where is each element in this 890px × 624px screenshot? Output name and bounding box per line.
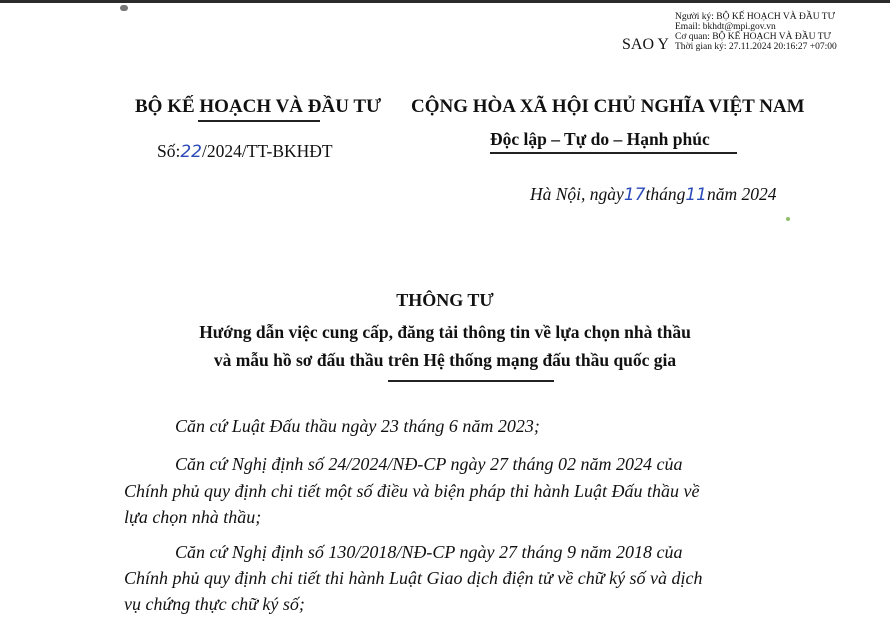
paragraph-legal-basis-3-line3: vụ chứng thực chữ ký số; [124,594,305,614]
handwritten-month: 11 [685,185,707,205]
scan-speck [786,217,790,221]
email-line: Email: bkhdt@mpi.gov.vn [675,22,776,32]
signer-line: Người ký: BỘ KẾ HOẠCH VÀ ĐẦU TƯ [675,12,835,22]
doc-number-prefix: Số: [157,141,181,161]
document-number [157,141,333,162]
digital-signature-block [675,12,880,52]
agency-line: Cơ quan: BỘ KẾ HOẠCH VÀ ĐẦU TƯ [675,32,831,42]
signing-time-line: Thời gian ký: 27.11.2024 20:16:27 +07:00 [675,42,837,52]
paragraph-legal-basis-1: Căn cứ Luật Đấu thầu ngày 23 tháng 6 năm 2023; [175,416,540,436]
paragraph-legal-basis-3-line2: Chính phủ quy định chi tiết thi hành Luật Giao dịch điện tử về chữ ký số và dịch [124,568,703,588]
paragraph-legal-basis-3-line1: Căn cứ Nghị định số 130/2018/NĐ-CP ngày 27 tháng 9 năm 2018 của [175,542,683,562]
place-date [530,184,777,205]
copy-mark: SAO Y [622,36,669,53]
issuing-agency: BỘ KẾ HOẠCH VÀ ĐẦU TƯ [135,96,382,117]
handwritten-doc-number: 22 [180,142,202,162]
date-suffix: năm 2024 [706,184,777,204]
scan-speck [120,5,128,11]
paragraph-legal-basis-2-line1: Căn cứ Nghị định số 24/2024/NĐ-CP ngày 27 tháng 02 năm 2024 của [175,454,683,474]
issuer-underline [198,120,320,122]
date-prefix: Hà Nội, ngày [530,184,624,204]
scan-border [0,0,890,3]
date-mid: tháng [645,184,686,204]
title-underline [388,380,554,382]
national-motto: Độc lập – Tự do – Hạnh phúc [490,129,710,149]
handwritten-day: 17 [623,185,646,205]
country-name: CỘNG HÒA XÃ HỘI CHỦ NGHĨA VIỆT NAM [411,96,805,117]
document-subtitle-line1: Hướng dẫn việc cung cấp, đăng tải thông tin về lựa chọn nhà thầu [199,322,691,342]
doc-number-suffix: /2024/TT-BKHĐT [202,141,333,161]
paragraph-legal-basis-2-line3: lựa chọn nhà thầu; [124,507,262,527]
paragraph-legal-basis-2-line2: Chính phủ quy định chi tiết một số điều và biện pháp thi hành Luật Đấu thầu về [124,481,700,501]
document-type: THÔNG TƯ [396,290,494,310]
document-subtitle-line2: và mẫu hồ sơ đấu thầu trên Hệ thống mạng đấu thầu quốc gia [213,350,677,370]
motto-underline [490,152,737,154]
